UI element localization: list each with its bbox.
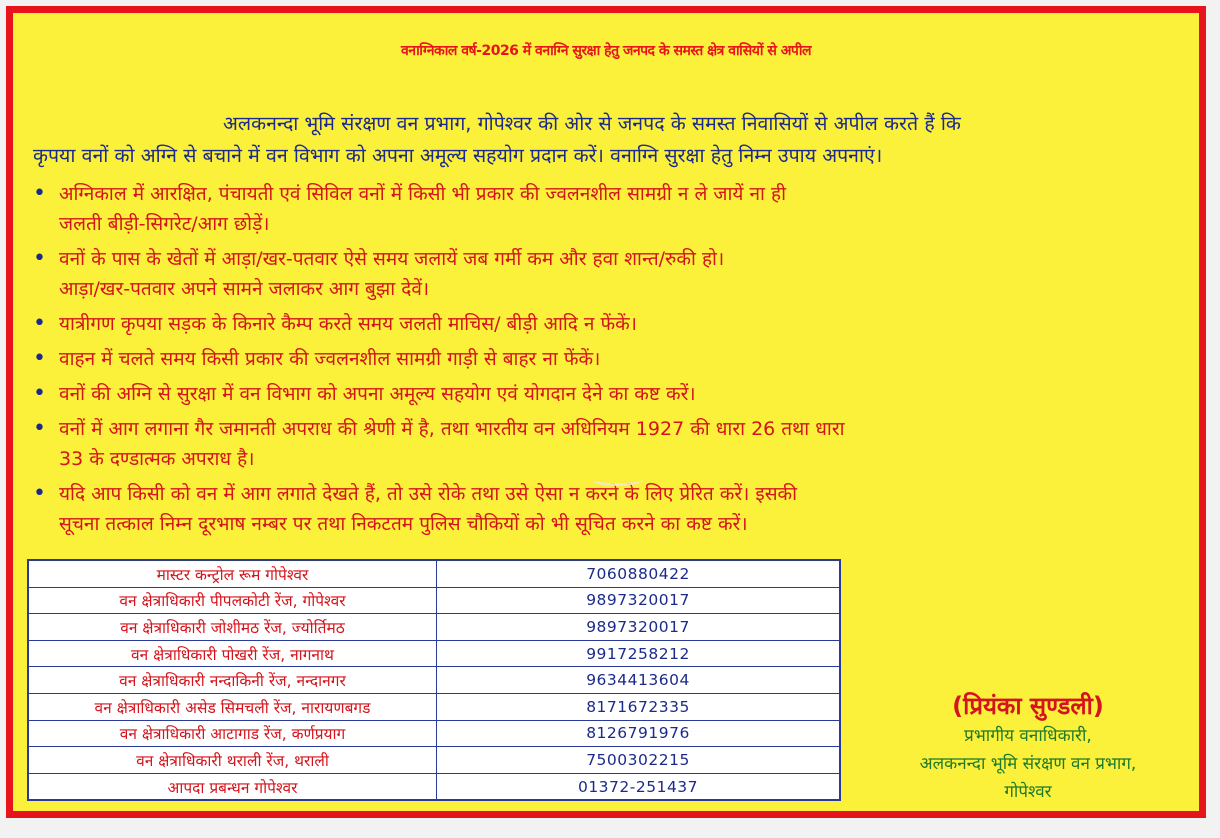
safety-point (29, 244, 1159, 304)
safety-point (29, 179, 1159, 239)
contact-row (28, 560, 840, 587)
bullet-icon: • (33, 181, 46, 206)
safety-point-text: वनों की अग्नि से सुरक्षा में वन विभाग को अपना अमूल्य सहयोग एवं योगदान देने का कष्ट करें। (59, 383, 696, 405)
contact-row (28, 693, 840, 720)
safety-point (29, 479, 1159, 539)
contact-office: वन क्षेत्राधिकारी पीपलकोटी रेंज, गोपेश्वर (28, 587, 437, 614)
contact-row (28, 747, 840, 774)
contact-row (28, 773, 840, 800)
safety-measures-list (29, 179, 1159, 544)
contact-phone: 01372-251437 (437, 773, 841, 800)
signature-block (869, 689, 1187, 806)
appeal-poster (6, 6, 1206, 818)
safety-point-text: यात्रीगण कृपया सड़क के किनारे कैम्प करते समय जलती माचिस/ बीड़ी आदि न फेंकें। (59, 313, 637, 335)
paper-fold-mark (591, 473, 643, 486)
contact-office: वन क्षेत्राधिकारी आटागाड रेंज, कर्णप्रयाग (28, 720, 437, 747)
contact-phone: 7500302215 (437, 747, 841, 774)
bullet-icon: • (33, 346, 46, 371)
contact-row (28, 587, 840, 614)
safety-point (29, 309, 1159, 339)
safety-point-text: आड़ा/खर-पतवार अपने सामने जलाकर आग बुझा देवें। (59, 278, 430, 300)
contact-row (28, 614, 840, 641)
safety-point-text: वनों में आग लगाना गैर जमानती अपराध की श्रेणी में है, तथा भारतीय वन अधिनियम 1927 की धारा 26 तथा धारा (59, 418, 845, 440)
bullet-icon: • (33, 381, 46, 406)
bullet-icon: • (33, 246, 46, 271)
safety-point-text: वाहन में चलते समय किसी प्रकार की ज्वलनशील सामग्री गाड़ी से बाहर ना फेंकें। (59, 348, 601, 370)
contact-phone: 8126791976 (437, 720, 841, 747)
contact-phone: 8171672335 (437, 693, 841, 720)
officer-division: अलकनन्दा भूमि संरक्षण वन प्रभाग, (919, 754, 1137, 774)
contact-phone: 7060880422 (437, 560, 841, 587)
contact-office: वन क्षेत्राधिकारी असेड सिमचली रेंज, नारायणबगड (28, 693, 437, 720)
safety-point-text: जलती बीड़ी-सिगरेट/आग छोड़ें। (59, 213, 270, 235)
bullet-icon: • (33, 416, 46, 441)
contact-office: वन क्षेत्राधिकारी पोखरी रेंज, नागनाथ (28, 640, 437, 667)
contact-office: मास्टर कन्ट्रोल रूम गोपेश्वर (28, 560, 437, 587)
contact-table (27, 559, 841, 801)
contact-phone: 9917258212 (437, 640, 841, 667)
safety-point (29, 379, 1159, 409)
contact-phone: 9897320017 (437, 587, 841, 614)
contact-phone: 9634413604 (437, 667, 841, 694)
contact-row (28, 640, 840, 667)
safety-point (29, 344, 1159, 374)
contact-office: वन क्षेत्राधिकारी थराली रेंज, थराली (28, 747, 437, 774)
officer-name: (प्रियंका सुण्डली) (952, 692, 1104, 720)
contact-office: वन क्षेत्राधिकारी नन्दाकिनी रेंज, नन्दानगर (28, 667, 437, 694)
intro-line-2: कृपया वनों को अग्नि से बचाने में वन विभाग को अपना अमूल्य सहयोग प्रदान करें। वनाग्नि सुरक्षा हेतु निम्न उपाय अपनाएं। (33, 144, 883, 167)
intro-line-1: अलकनन्दा भूमि संरक्षण वन प्रभाग, गोपेश्वर की ओर से जनपद के समस्त निवासियों से अपील करते हैं कि (223, 112, 961, 135)
safety-point-text: यदि आप किसी को वन में आग लगाते देखते हैं, तो उसे रोके तथा उसे ऐसा न करने के लिए प्रेरित करें। इसकी (59, 483, 798, 505)
safety-point (29, 414, 1159, 474)
safety-point-text: वनों के पास के खेतों में आड़ा/खर-पतवार ऐसे समय जलायें जब गर्मी कम और हवा शान्त/रुकी हो। (59, 248, 725, 270)
bullet-icon: • (33, 481, 46, 506)
officer-designation: प्रभागीय वनाधिकारी, (964, 726, 1092, 746)
contact-office: वन क्षेत्राधिकारी जोशीमठ रेंज, ज्योर्तिमठ (28, 614, 437, 641)
contact-phone: 9897320017 (437, 614, 841, 641)
poster-title: वनाग्निकाल वर्ष-2026 में वनाग्नि सुरक्षा हेतु जनपद के समस्त क्षेत्र वासियों से अपील (401, 43, 811, 59)
contact-office: आपदा प्रबन्धन गोपेश्वर (28, 773, 437, 800)
contact-row (28, 720, 840, 747)
safety-point-text: अग्निकाल में आरक्षित, पंचायती एवं सिविल वनों में किसी भी प्रकार की ज्वलनशील सामग्री न ले जायें ना ही (59, 183, 786, 205)
bullet-icon: • (33, 311, 46, 336)
safety-point-text: 33 के दण्डात्मक अपराध है। (59, 448, 255, 470)
contact-row (28, 667, 840, 694)
safety-point-text: सूचना तत्काल निम्न दूरभाष नम्बर पर तथा निकटतम पुलिस चौकियों को भी सूचित करने का कष्ट करें। (59, 513, 748, 535)
officer-place: गोपेश्वर (1004, 782, 1052, 802)
